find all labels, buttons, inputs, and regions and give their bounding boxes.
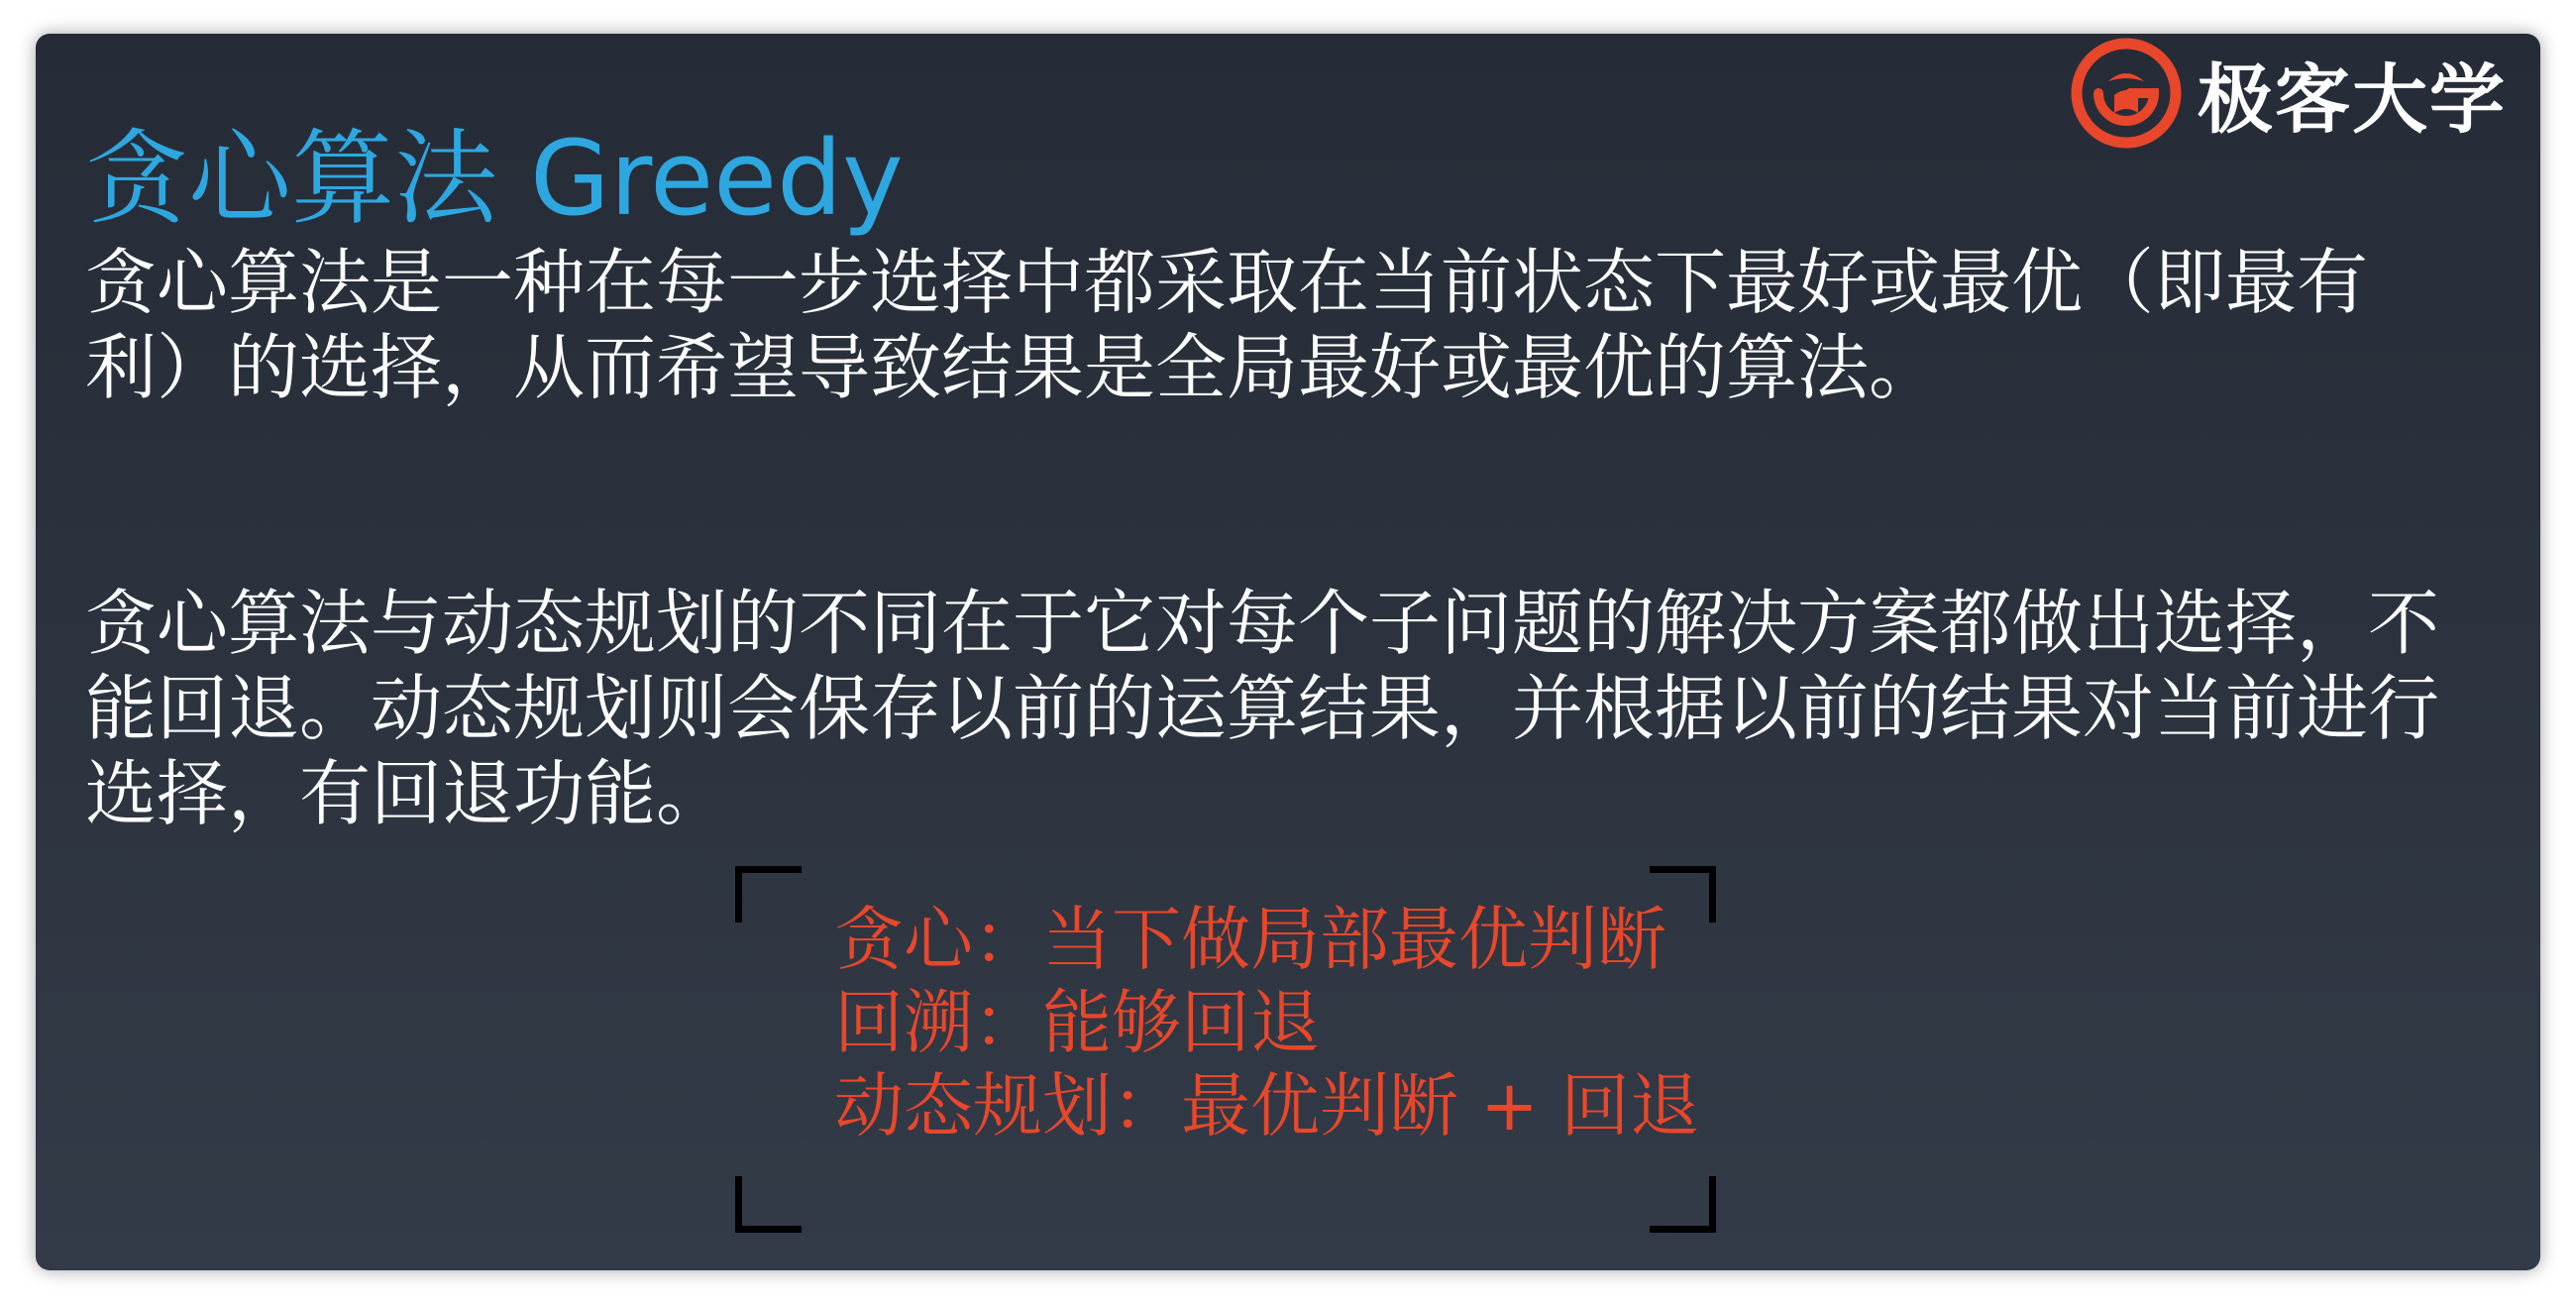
bracket-corner-top-left [735,866,802,923]
comparison-list [834,898,1699,1147]
brand-logo [2069,34,2507,153]
difference-paragraph: 贪心算法与动态规划的不同在于它对每个子问题的解决方案都做出选择，不能回退。动态规划则会保存以前的运算结果，并根据以前的结果对当前进行选择，有回退功能。 [85,582,2440,835]
comparison-greedy: 贪心：当下做局部最优判断 [834,899,1666,980]
comparison-backtracking: 回溯：能够回退 [834,982,1320,1063]
slide [36,34,2540,1270]
comparison-dynamic-programming: 动态规划：最优判断 + 回退 [834,1065,1700,1146]
bracket-corner-bottom-left [735,1176,802,1233]
geek-university-logo-icon [2069,36,2184,151]
definition-paragraph: 贪心算法是一种在每一步选择中都采取在当前状态下最好或最优（即最有利）的选择，从而希望导致结果是全局最好或最优的算法。 [85,241,2369,409]
slide-title: 贪心算法 Greedy [85,117,904,239]
bracket-corner-bottom-right [1650,1176,1716,1233]
logo-text: 极客大学 [2198,54,2507,144]
